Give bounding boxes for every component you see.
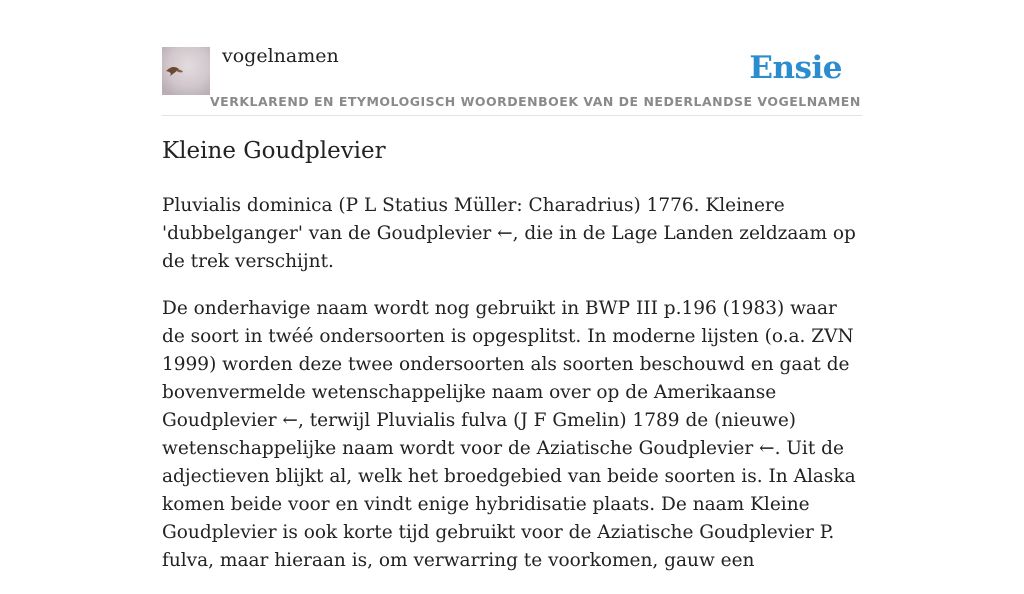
cross-reference-arrow-link[interactable]: ← — [497, 223, 513, 244]
entry-paragraph — [162, 192, 862, 276]
ensie-logo[interactable]: Ensie — [749, 50, 842, 86]
cross-reference-arrow-link[interactable]: ← — [759, 438, 775, 459]
cross-reference-arrow-link[interactable]: ← — [282, 410, 298, 431]
header-divider — [162, 115, 862, 116]
entry-paragraph — [162, 295, 862, 575]
bird-photo-avatar[interactable] — [162, 47, 210, 95]
paragraph-text: De onderhavige naam wordt nog gebruikt in BWP III p.196 (1983) waar de soort in twéé ondersoorten is opgesplitst. In moderne lijsten (o.a. ZVN 1999) worden deze twee ondersoorten als soorten beschouwd en gaat de bovenvermelde wetenschappelijke naam over op de Amerikaanse Goudplevier — [162, 298, 854, 431]
paragraph-text: , terwijl Pluvialis fulva (J F Gmelin) 1789 de (nieuwe) wetenschappelijke naam wordt voor de Aziatische Goudplevier — [162, 410, 797, 459]
site-name-link[interactable]: vogelnamen — [222, 45, 339, 67]
paragraph-text: . Uit de adjectieven blijkt al, welk het broedgebied van beide soorten is. In Alaska komen beide voor en vindt enige hybridisatie plaats. De naam Kleine Goudplevier is ook korte tijd gebruikt voor de Aziatische Goudplevier P. fulva, maar hieraan is, om verwarring te voorkomen, gauw een — [162, 438, 856, 571]
paragraph-text: Pluvialis dominica (P L Statius Müller: Charadrius) 1776. Kleinere 'dubbelganger' van de Goudplevier — [162, 195, 785, 244]
entry-body — [162, 192, 862, 594]
entry-title: Kleine Goudplevier — [162, 138, 386, 164]
site-tagline: VERKLAREND EN ETYMOLOGISCH WOORDENBOEK VAN DE NEDERLANDSE VOGELNAMEN — [210, 94, 861, 109]
paragraph-text: , die in de Lage Landen zeldzaam op de trek verschijnt. — [162, 223, 856, 272]
